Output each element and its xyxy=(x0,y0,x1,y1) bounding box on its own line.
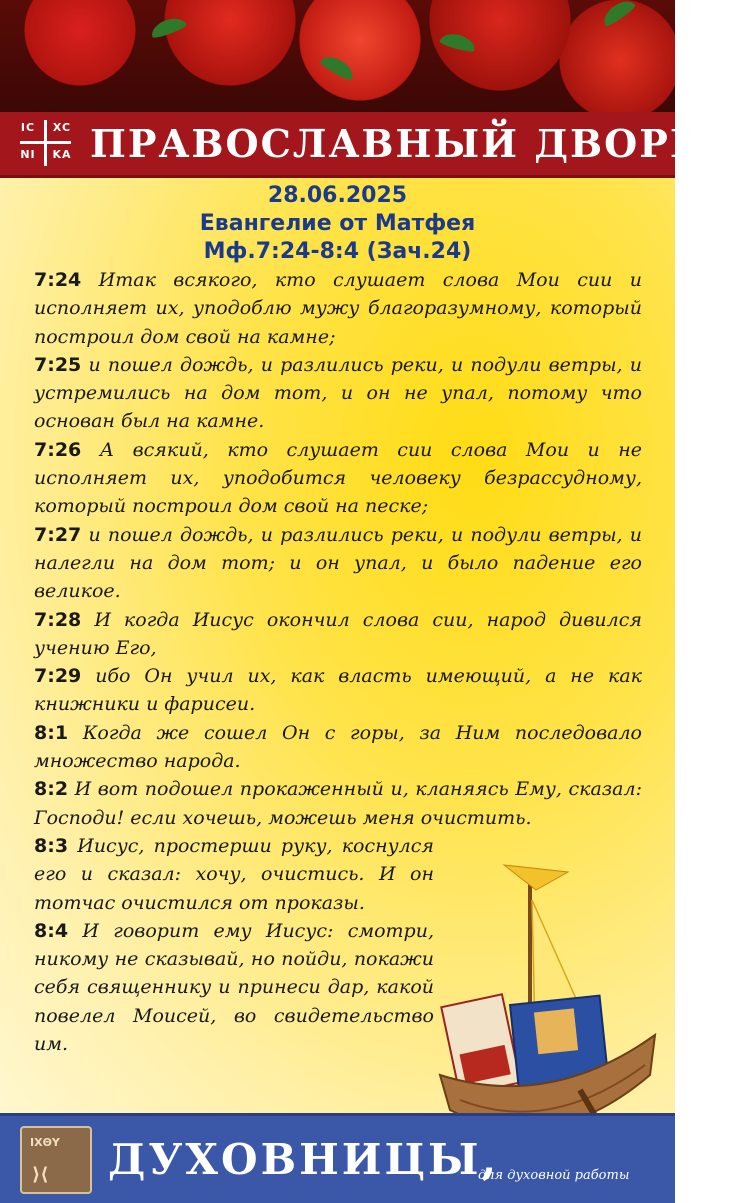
verse-number: 7:24 xyxy=(34,269,82,291)
brand-title: ПРАВОСЛАВНЫЙ ДВОРИК xyxy=(90,121,744,166)
strawberry-leaf xyxy=(439,31,477,54)
header-banner xyxy=(0,0,744,175)
verse-number: 8:2 xyxy=(34,778,69,801)
verse-number: 8:1 xyxy=(34,721,69,744)
verse-text: И говорит ему Иисус: смотри, никому не сказывай, но пойди, покажи себя священнику и принеси дар, какой повелел Моисей, во свидетельство им. xyxy=(34,919,434,1056)
verse xyxy=(34,662,642,719)
fish-emblem-icon: ΙΧΘΥ ⟩⟨ xyxy=(20,1126,92,1194)
verse-text: Когда же сошел Он с горы, за Ним последовало множество народа. xyxy=(34,721,642,773)
verse-text: Иисус, простерши руку, коснулся его и сказал: хочу, очистись. И он тотчас очистился от проказы. xyxy=(34,834,434,914)
verse-text: и пошел дождь, и разлились реки, и подули ветры, и устремились на дом тот, и он не упал, потому что основан был на камне. xyxy=(34,353,642,433)
verse xyxy=(34,832,434,917)
strawberry-leaf xyxy=(599,0,637,28)
verse-text: ибо Он учил их, как власть имеющий, а не как книжники и фарисеи. xyxy=(34,665,642,716)
verse xyxy=(34,436,642,521)
verse xyxy=(34,775,642,832)
footer-brand-title: ДУХОВНИЦЫ, xyxy=(108,1135,500,1184)
verse-number: 7:29 xyxy=(34,665,82,688)
verse-text: И вот подошел прокаженный и, кланяясь Ему, сказал: Господи! если хочешь, можешь меня очистить. xyxy=(34,778,642,829)
verse-number: 7:25 xyxy=(34,353,82,376)
boat-flag xyxy=(504,865,568,890)
monogram-xc: XC xyxy=(52,121,72,134)
verse-text: А всякий, кто слушает сии слова Мои и не исполняет их, уподобится человеку безрассудному, который построил дом свой на песке; xyxy=(34,438,642,518)
gospel-title: Евангелие от Матфея xyxy=(199,211,476,236)
verse-number: 7:27 xyxy=(34,523,82,546)
strawberry-leaf xyxy=(149,14,188,39)
verse-number: 8:3 xyxy=(34,834,69,857)
footer-subtitle: для духовной работы xyxy=(478,1168,630,1183)
gospel-reference: Мф.7:24-8:4 (Зач.24) xyxy=(203,239,472,264)
footer-banner xyxy=(0,1113,675,1203)
reading-date: 28.06.2025 xyxy=(267,183,408,208)
verse-text: И когда Иисус окончил слова сии, народ дивился учению Его, xyxy=(34,608,642,659)
verse-number: 8:4 xyxy=(34,919,69,942)
verse xyxy=(34,606,642,663)
verse-text: и пошел дождь, и разлились реки, и подули ветры, и налегли на дом тот; и он упал, и было падение его великое. xyxy=(34,523,642,603)
verse xyxy=(34,719,642,776)
verse xyxy=(34,917,434,1058)
verse-text: Итак всякого, кто слушает слова Мои сии и исполняет их, уподоблю мужу благоразумному, который построил дом свой на камне; xyxy=(34,269,642,348)
reading-heading xyxy=(0,182,675,266)
monogram-ic: IC xyxy=(20,121,36,134)
book-right-icon xyxy=(534,1008,578,1054)
verse xyxy=(34,521,642,606)
verse-number: 7:28 xyxy=(34,608,82,631)
icxc-monogram-cross-icon xyxy=(14,120,76,166)
monogram-ka: KA xyxy=(52,148,72,161)
verse-number: 7:26 xyxy=(34,438,82,461)
verse xyxy=(34,266,642,351)
monogram-ni: NI xyxy=(20,148,36,161)
verse xyxy=(34,351,642,436)
strawberry-leaf xyxy=(319,52,357,82)
